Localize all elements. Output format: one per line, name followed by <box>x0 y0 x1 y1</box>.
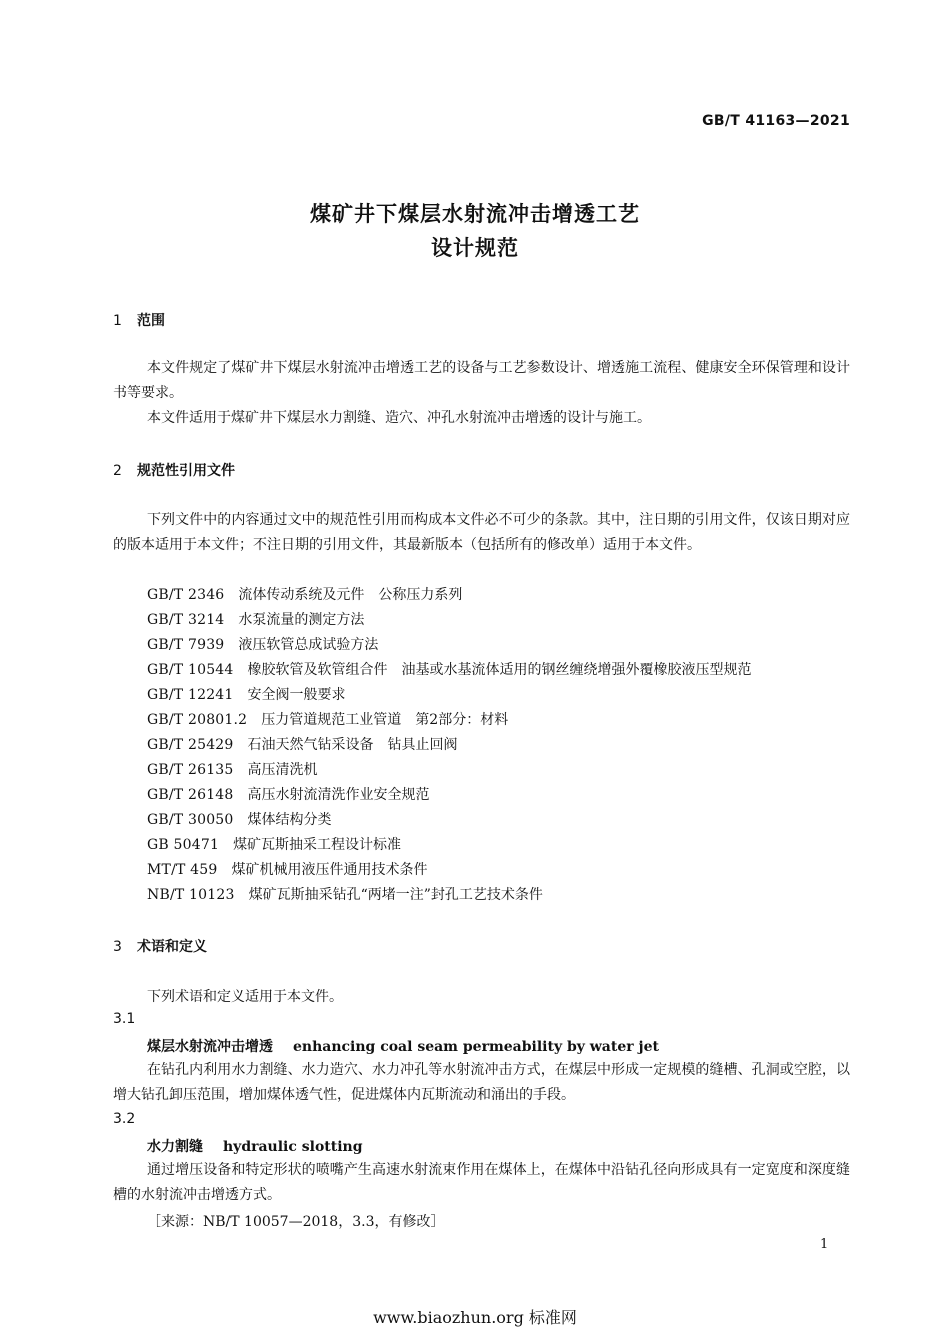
reference-item <box>147 859 428 879</box>
reference-title: 安全阀一般要求 <box>247 687 346 703</box>
section-2-title: 规范性引用文件 <box>137 463 235 479</box>
section-3-heading <box>113 936 207 956</box>
clause-number: 3.1 <box>113 1011 136 1027</box>
reference-code: GB/T 3214 <box>147 612 225 628</box>
reference-code: GB/T 26148 <box>147 787 234 803</box>
reference-item <box>147 784 430 804</box>
reference-item <box>147 659 752 679</box>
term-definition: 在钻孔内利用水力割缝、水力造穴、水力冲孔等水射流冲击方式，在煤层中形成一定规模的缝槽、孔洞或空腔，以增大钻孔卸压范围，增加煤体透气性，促进煤体内瓦斯流动和涌出的手段。 <box>113 1062 850 1103</box>
reference-item <box>147 759 318 779</box>
reference-code: NB/T 10123 <box>147 887 235 903</box>
page-number: 1 <box>820 1237 829 1252</box>
reference-code: GB/T 12241 <box>147 687 234 703</box>
section-2-intro: 下列文件中的内容通过文中的规范性引用而构成本文件必不可少的条款。其中，注日期的引用文件，仅该日期对应的版本适用于本文件；不注日期的引用文件，其最新版本（包括所有的修改单）适用于本文件。 <box>113 512 850 553</box>
reference-code: GB 50471 <box>147 837 220 853</box>
section-2-heading <box>113 460 235 480</box>
reference-code: MT/T 459 <box>147 862 218 878</box>
section-1-para-1: 本文件规定了煤矿井下煤层水射流冲击增透工艺的设备与工艺参数设计、增透施工流程、健康安全环保管理和设计书等要求。 <box>113 360 850 401</box>
section-1-para-2: 本文件适用于煤矿井下煤层水力割缝、造穴、冲孔水射流冲击增透的设计与施工。 <box>147 410 651 426</box>
section-1-number: 1 <box>113 313 122 329</box>
section-3-number: 3 <box>113 939 122 955</box>
reference-code: GB/T 20801.2 <box>147 712 248 728</box>
reference-title: 高压水射流清洗作业安全规范 <box>247 787 430 803</box>
reference-item <box>147 634 378 654</box>
reference-code: GB/T 25429 <box>147 737 234 753</box>
reference-title: 煤矿瓦斯抽采工程设计标准 <box>233 837 402 853</box>
reference-title: 煤体结构分类 <box>247 812 332 828</box>
section-3-intro: 下列术语和定义适用于本文件。 <box>147 989 343 1005</box>
reference-title: 流体传动系统及元件 公称压力系列 <box>238 587 463 603</box>
reference-item <box>147 834 401 854</box>
reference-title: 高压清洗机 <box>247 762 318 778</box>
term-english: enhancing coal seam permeability by water jet <box>293 1039 659 1055</box>
reference-item <box>147 884 543 904</box>
term-entry <box>147 1036 659 1056</box>
reference-item <box>147 709 508 729</box>
reference-title: 水泵流量的测定方法 <box>238 612 365 628</box>
reference-code: GB/T 7939 <box>147 637 225 653</box>
reference-title: 煤矿瓦斯抽采钻孔“两堵一注”封孔工艺技术条件 <box>248 887 543 903</box>
reference-item <box>147 734 458 754</box>
term-chinese: 煤层水射流冲击增透 <box>147 1039 273 1055</box>
term-english: hydraulic slotting <box>223 1139 363 1155</box>
reference-code: GB/T 2346 <box>147 587 225 603</box>
section-2-number: 2 <box>113 463 122 479</box>
section-1-title: 范围 <box>137 313 165 329</box>
clause-number: 3.2 <box>113 1111 136 1127</box>
reference-title: 液压软管总成试验方法 <box>238 637 379 653</box>
reference-item <box>147 809 332 829</box>
term-entry <box>147 1136 363 1156</box>
reference-title: 煤矿机械用液压件通用技术条件 <box>231 862 428 878</box>
term-chinese: 水力割缝 <box>147 1139 203 1155</box>
reference-item <box>147 609 364 629</box>
reference-title: 石油天然气钻采设备 钻具止回阀 <box>247 737 458 753</box>
section-1-heading <box>113 310 165 330</box>
reference-code: GB/T 26135 <box>147 762 234 778</box>
document-title: 煤矿井下煤层水射流冲击增透工艺 <box>310 202 640 226</box>
reference-code: GB/T 30050 <box>147 812 234 828</box>
document-subtitle: 设计规范 <box>431 236 519 260</box>
reference-code: GB/T 10544 <box>147 662 234 678</box>
footer-watermark: www.biaozhun.org 标准网 <box>373 1308 577 1327</box>
term-source: ［来源：NB/T 10057—2018，3.3，有修改］ <box>147 1214 445 1230</box>
term-definition: 通过增压设备和特定形状的喷嘴产生高速水射流束作用在煤体上，在煤体中沿钻孔径向形成具有一定宽度和深度缝槽的水射流冲击增透方式。 <box>113 1162 850 1203</box>
reference-title: 橡胶软管及软管组合件 油基或水基流体适用的钢丝缠绕增强外覆橡胶液压型规范 <box>247 662 752 678</box>
section-3-title: 术语和定义 <box>137 939 207 955</box>
reference-item <box>147 684 346 704</box>
standard-number: GB/T 41163—2021 <box>702 113 850 129</box>
reference-item <box>147 584 462 604</box>
reference-title: 压力管道规范工业管道 第2部分：材料 <box>261 712 509 728</box>
